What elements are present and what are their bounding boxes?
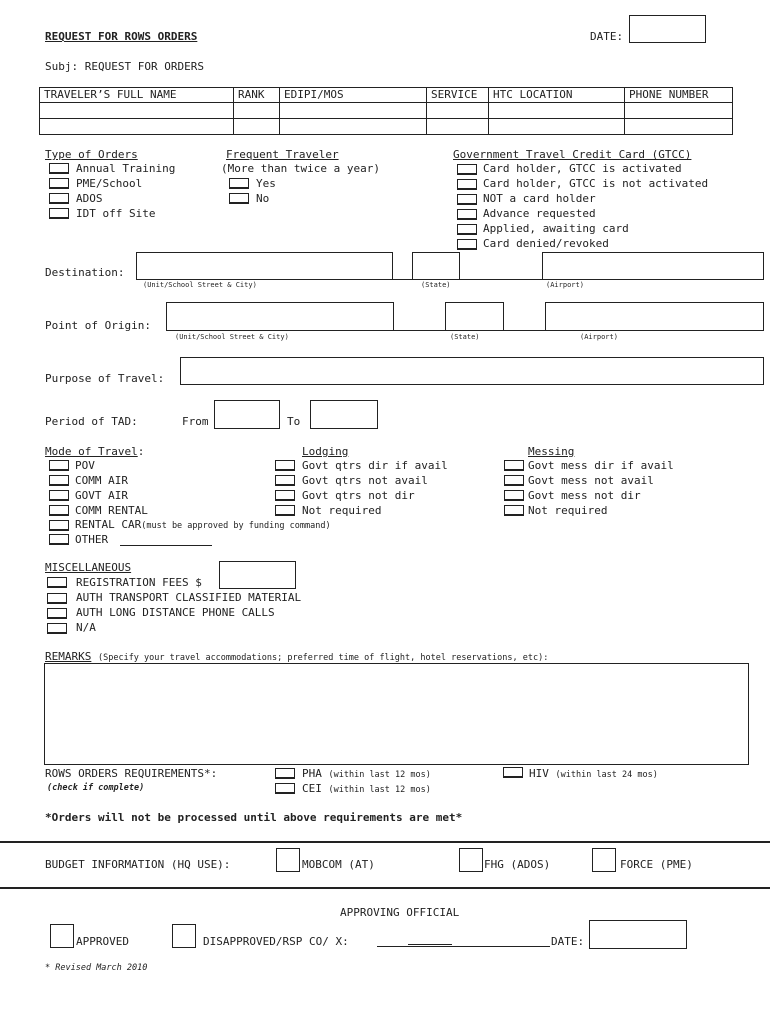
frequent-yes-checkbox[interactable]	[229, 178, 249, 189]
classified-material-checkbox[interactable]	[47, 593, 67, 604]
comm-air-checkbox[interactable]	[49, 475, 69, 486]
orders-type-heading: Type of Orders	[45, 148, 138, 161]
registration-fees-field[interactable]	[219, 561, 296, 589]
purpose-field[interactable]	[180, 357, 764, 385]
comm-rental-label: COMM RENTAL	[75, 504, 148, 517]
hiv-checkbox[interactable]	[503, 767, 523, 778]
hiv-note: (within last 24 mos)	[555, 770, 658, 780]
annual-training-checkbox[interactable]	[49, 163, 69, 174]
destination-street-field[interactable]	[136, 252, 393, 280]
destination-street-caption: (Unit/School Street & City)	[143, 281, 257, 289]
cei-label-wrap	[302, 782, 431, 795]
remarks-field[interactable]	[44, 663, 749, 765]
registration-fees-label: REGISTRATION FEES $	[76, 576, 202, 589]
gtcc-not-activated-checkbox[interactable]	[457, 179, 477, 190]
misc-na-checkbox[interactable]	[47, 623, 67, 634]
gtcc-denied-checkbox[interactable]	[457, 239, 477, 250]
col-service: SERVICE	[427, 88, 489, 103]
section-divider	[0, 841, 770, 843]
force-label: FORCE (PME)	[620, 858, 693, 871]
comm-rental-checkbox[interactable]	[49, 505, 69, 516]
pha-checkbox[interactable]	[275, 768, 295, 779]
col-traveler-name: TRAVELER’S FULL NAME	[40, 88, 234, 103]
remarks-heading: REMARKS	[45, 650, 92, 663]
pha-label-wrap	[302, 767, 431, 780]
origin-state-field[interactable]	[445, 302, 504, 331]
origin-connector	[504, 330, 546, 331]
govt-air-label: GOVT AIR	[75, 489, 128, 502]
mess-not-required-checkbox[interactable]	[504, 505, 524, 516]
budget-label: BUDGET INFORMATION (HQ USE):	[45, 858, 231, 871]
requirements-label: ROWS ORDERS REQUIREMENTS*:	[45, 767, 218, 780]
ados-label: ADOS	[76, 192, 103, 205]
registration-fees-checkbox[interactable]	[47, 577, 67, 588]
destination-airport-caption: (Airport)	[546, 281, 584, 289]
remarks-heading-wrap	[45, 650, 548, 663]
col-edipi-mos: EDIPI/MOS	[280, 88, 427, 103]
gtcc-advance-checkbox[interactable]	[457, 209, 477, 220]
gtcc-heading: Government Travel Credit Card (GTCC)	[453, 148, 692, 161]
lodging-not-required-label: Not required	[302, 504, 382, 517]
mobcom-label: MOBCOM (AT)	[302, 858, 375, 871]
fhg-label: FHG (ADOS)	[484, 858, 551, 871]
cell-edipi-mos[interactable]	[280, 103, 427, 119]
classified-material-label: AUTH TRANSPORT CLASSIFIED MATERIAL	[76, 591, 302, 604]
origin-street-caption: (Unit/School Street & City)	[175, 333, 289, 341]
origin-label: Point of Origin:	[45, 319, 151, 332]
cell-edipi-mos[interactable]	[280, 119, 427, 135]
tad-to-field[interactable]	[310, 400, 378, 429]
destination-label: Destination:	[45, 266, 125, 279]
hiv-label: HIV	[529, 767, 549, 780]
mess-not-avail-checkbox[interactable]	[504, 475, 524, 486]
tad-label: Period of TAD:	[45, 415, 138, 428]
cei-label: CEI	[302, 782, 322, 795]
cei-note: (within last 12 mos)	[328, 785, 431, 795]
disapproved-checkbox[interactable]	[172, 924, 196, 948]
col-phone-number: PHONE NUMBER	[625, 88, 733, 103]
frequent-traveler-note: (More than twice a year)	[221, 162, 380, 175]
table-row[interactable]	[40, 119, 733, 135]
tad-to-label: To	[287, 415, 301, 428]
section-divider	[0, 887, 770, 889]
origin-airport-caption: (Airport)	[580, 333, 618, 341]
lodging-not-dir-label: Govt qtrs not dir	[302, 489, 415, 502]
other-line[interactable]	[120, 545, 212, 546]
destination-state-caption: (State)	[421, 281, 451, 289]
other-label: OTHER	[75, 533, 109, 546]
govt-air-checkbox[interactable]	[49, 490, 69, 501]
messing-heading: Messing	[528, 445, 575, 458]
traveler-table	[39, 87, 733, 135]
misc-heading: MISCELLANEOUS	[45, 561, 132, 574]
cell-phone-number[interactable]	[625, 103, 733, 119]
hiv-label-wrap	[529, 767, 658, 780]
other-checkbox[interactable]	[49, 534, 69, 545]
idt-off-site-label: IDT off Site	[76, 207, 156, 220]
cell-service[interactable]	[427, 103, 489, 119]
origin-street-field[interactable]	[166, 302, 394, 331]
mess-not-required-label: Not required	[528, 504, 608, 517]
subject-line: Subj: REQUEST FOR ORDERS	[45, 60, 204, 73]
mess-dir-label: Govt mess dir if avail	[528, 459, 674, 472]
mess-dir-checkbox[interactable]	[504, 460, 524, 471]
col-htc-location: HTC LOCATION	[489, 88, 625, 103]
table-row[interactable]	[40, 103, 733, 119]
annual-training-label: Annual Training	[76, 162, 176, 175]
destination-state-field[interactable]	[412, 252, 460, 280]
gtcc-denied-label: Card denied/revoked	[483, 237, 609, 250]
frequent-no-checkbox[interactable]	[229, 193, 249, 204]
misc-na-label: N/A	[76, 621, 96, 634]
mobcom-checkbox[interactable]	[276, 848, 300, 872]
lodging-not-avail-checkbox[interactable]	[275, 475, 295, 486]
gtcc-not-holder-checkbox[interactable]	[457, 194, 477, 205]
frequent-no-label: No	[256, 192, 270, 205]
mode-heading: Mode of Travel	[45, 445, 138, 458]
cell-htc-location[interactable]	[489, 103, 625, 119]
disapproved-signature-line[interactable]	[377, 946, 550, 947]
pme-school-checkbox[interactable]	[49, 178, 69, 189]
gtcc-advance-label: Advance requested	[483, 207, 596, 220]
mess-not-dir-checkbox[interactable]	[504, 490, 524, 501]
form-title: REQUEST FOR ROWS ORDERS	[45, 30, 198, 43]
revised-note: * Revised March 2010	[45, 963, 148, 973]
rental-car-note: (must be approved by funding command)	[141, 521, 331, 531]
col-rank: RANK	[234, 88, 280, 103]
purpose-label: Purpose of Travel:	[45, 372, 165, 385]
gtcc-not-activated-label: Card holder, GTCC is not activated	[483, 177, 709, 190]
lodging-dir-checkbox[interactable]	[275, 460, 295, 471]
lodging-not-required-checkbox[interactable]	[275, 505, 295, 516]
gtcc-applied-label: Applied, awaiting card	[483, 222, 629, 235]
approval-date-label: DATE:	[551, 935, 585, 948]
origin-connector	[394, 330, 446, 331]
pha-note: (within last 12 mos)	[328, 770, 431, 780]
frequent-traveler-heading: Frequent Traveler	[226, 148, 339, 161]
date-field[interactable]	[629, 15, 706, 43]
pov-label: POV	[75, 459, 95, 472]
lodging-not-avail-label: Govt qtrs not avail	[302, 474, 428, 487]
gtcc-activated-label: Card holder, GTCC is activated	[483, 162, 682, 175]
table-header-row	[40, 88, 733, 103]
disapproved-signature-line	[408, 944, 452, 945]
pme-school-label: PME/School	[76, 177, 143, 190]
mode-heading-wrap	[45, 445, 144, 458]
tad-from-label: From	[182, 415, 209, 428]
frequent-yes-label: Yes	[256, 177, 276, 190]
gtcc-applied-checkbox[interactable]	[457, 224, 477, 235]
date-label: DATE:	[590, 30, 624, 43]
destination-airport-field[interactable]	[542, 252, 764, 280]
pov-checkbox[interactable]	[49, 460, 69, 471]
cell-rank[interactable]	[234, 103, 280, 119]
gtcc-activated-checkbox[interactable]	[457, 164, 477, 175]
destination-connector	[393, 279, 413, 280]
lodging-heading: Lodging	[302, 445, 349, 458]
origin-airport-field[interactable]	[545, 302, 764, 331]
rental-car-label-wrap	[75, 518, 331, 531]
mess-not-dir-label: Govt mess not dir	[528, 489, 641, 502]
cell-traveler-name[interactable]	[40, 119, 234, 135]
requirements-warning: *Orders will not be processed until above requirements are met*	[45, 811, 463, 824]
comm-air-label: COMM AIR	[75, 474, 128, 487]
ados-checkbox[interactable]	[49, 193, 69, 204]
tad-from-field[interactable]	[214, 400, 280, 429]
remarks-note: (Specify your travel accommodations; preferred time of flight, hotel reservations, etc):	[97, 653, 549, 663]
origin-state-caption: (State)	[450, 333, 480, 341]
mode-heading-colon: :	[137, 445, 145, 458]
approved-label: APPROVED	[76, 935, 129, 948]
approved-checkbox[interactable]	[50, 924, 74, 948]
cei-checkbox[interactable]	[275, 783, 295, 794]
cell-service[interactable]	[427, 119, 489, 135]
cell-rank[interactable]	[234, 119, 280, 135]
rental-car-label: RENTAL CAR	[75, 518, 142, 531]
cell-phone-number[interactable]	[625, 119, 733, 135]
rental-car-checkbox[interactable]	[49, 520, 69, 531]
requirements-check-note: (check if complete)	[47, 783, 145, 793]
approval-date-field[interactable]	[589, 920, 687, 949]
cell-htc-location[interactable]	[489, 119, 625, 135]
phone-calls-checkbox[interactable]	[47, 608, 67, 619]
disapproved-label: DISAPPROVED/RSP CO/ X:	[203, 935, 349, 948]
approving-official-heading: APPROVING OFFICIAL	[340, 906, 460, 919]
cell-traveler-name[interactable]	[40, 103, 234, 119]
phone-calls-label: AUTH LONG DISTANCE PHONE CALLS	[76, 606, 275, 619]
force-checkbox[interactable]	[592, 848, 616, 872]
fhg-checkbox[interactable]	[459, 848, 483, 872]
pha-label: PHA	[302, 767, 322, 780]
idt-off-site-checkbox[interactable]	[49, 208, 69, 219]
lodging-not-dir-checkbox[interactable]	[275, 490, 295, 501]
mess-not-avail-label: Govt mess not avail	[528, 474, 654, 487]
lodging-dir-label: Govt qtrs dir if avail	[302, 459, 448, 472]
destination-connector	[460, 279, 542, 280]
gtcc-not-holder-label: NOT a card holder	[483, 192, 596, 205]
